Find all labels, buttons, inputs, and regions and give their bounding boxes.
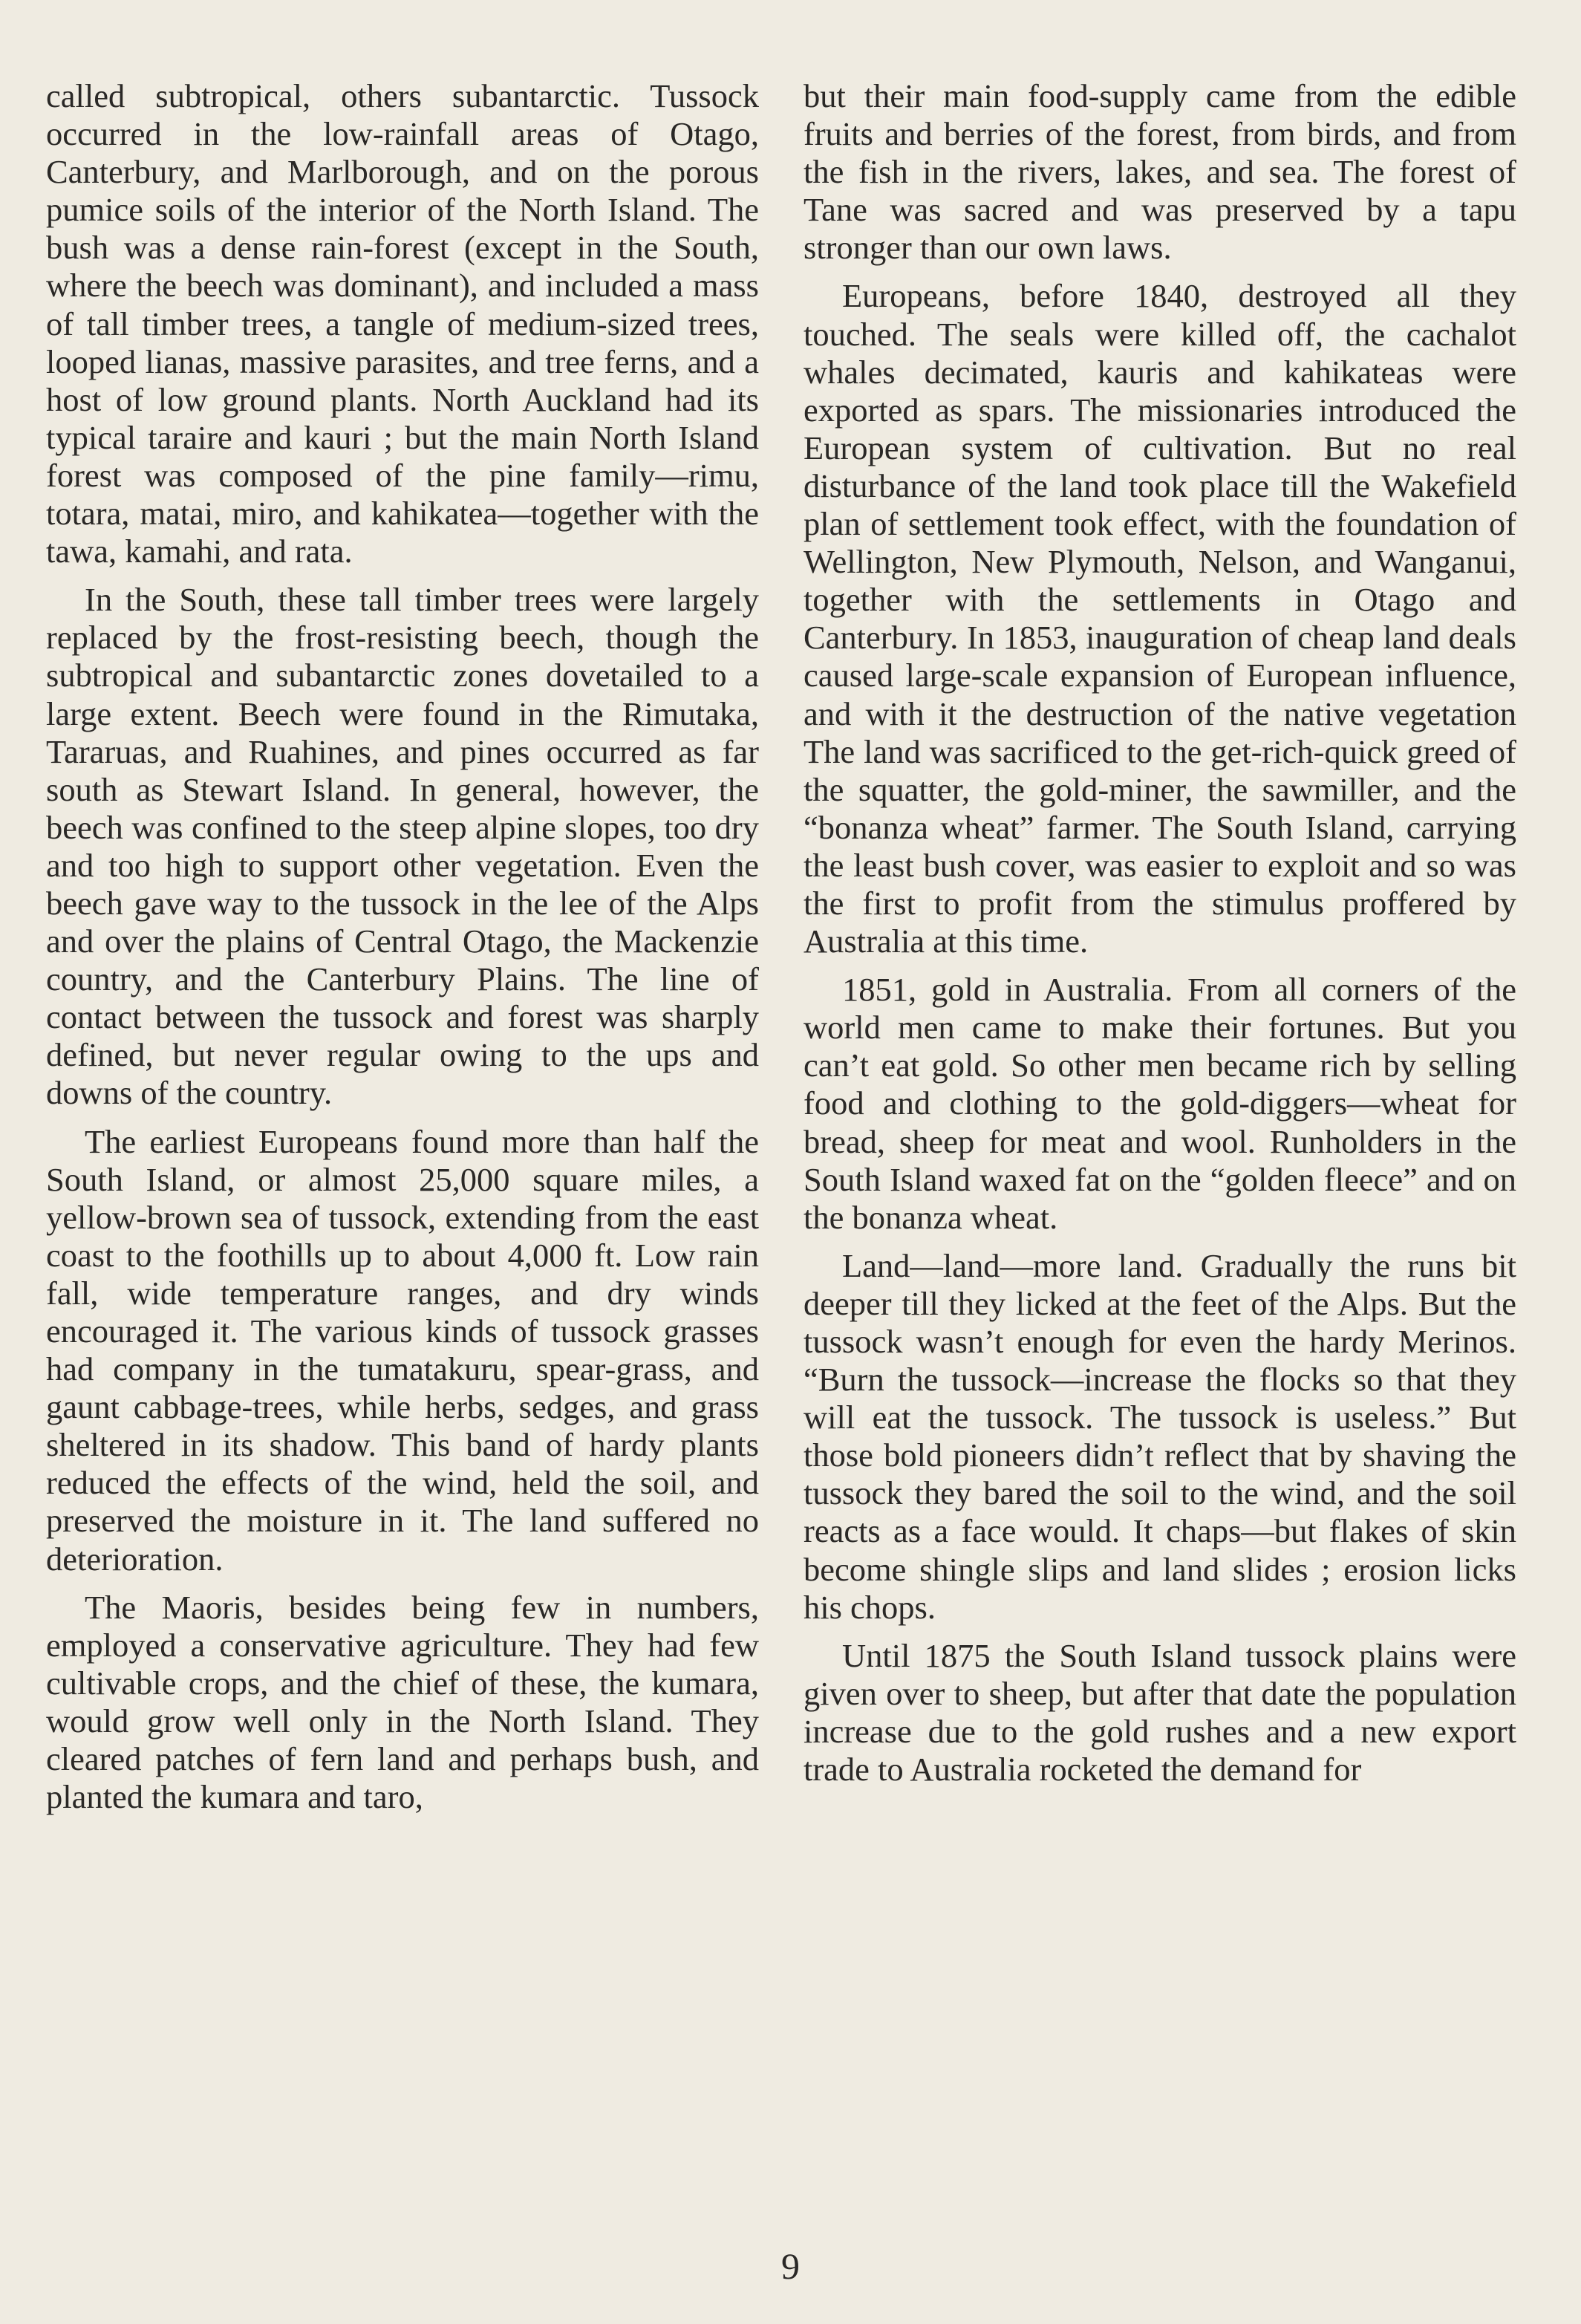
paragraph: Land—land—more land. Gradually the runs bit deeper till they licked at the feet of the Alps. But the tussock wasn’t enough for even the hardy Merinos. “Burn the tussock—increase the flocks so that they will eat the tussock. The tussock is useless.” But those bold pioneers didn’t reflect that by shaving the tussock they bared the soil to the wind, and the soil reacts as a face would. It chaps—but flakes of skin become shingle slips and land slides ; erosion licks his chops. xyxy=(803,1246,1516,1626)
paragraph: Until 1875 the South Island tussock plains were given over to sheep, but after that date the population increase due to the gold rushes and a new export trade to Australia rocketed the demand for xyxy=(803,1636,1516,1788)
paragraph: In the South, these tall timber trees were largely replaced by the frost-resisting beech, though the subtropical and subantarctic zones dovetailed to a large extent. Beech were found in the Rimutaka, Tararuas, and Ruahines, and pines occurred as far south as Stewart Island. In general, however, the beech was confined to the steep alpine slopes, too dry and too high to support other vegetation. Even the beech gave way to the tussock in the lee of the Alps and over the plains of Central Otago, the Mackenzie country, and the Canterbury Plains. The line of contact between the tussock and forest was sharply defined, but never regular owing to the ups and downs of the country. xyxy=(46,581,759,1112)
right-text-column xyxy=(803,77,1516,1799)
page-number: 9 xyxy=(781,2245,800,2287)
paragraph: called subtropical, others subantarctic. Tussock occurred in the low-rainfall areas of Otago, Canterbury, and Marlborough, and on the porous pumice soils of the interior of the North Island. The bush was a dense rain-forest (except in the South, where the beech was dominant), and included a mass of tall timber trees, a tangle of medium-sized trees, looped lianas, massive parasites, and tree ferns, and a host of low ground plants. North Auckland had its typical taraire and kauri ; but the main North Island forest was composed of the pine family—rimu, totara, matai, miro, and kahikatea—together with the tawa, kamahi, and rata. xyxy=(46,77,759,570)
paragraph: The Maoris, besides being few in numbers, employed a conservative agriculture. They had few cultivable crops, and the chief of these, the kumara, would grow well only in the North Island. They cleared patches of fern land and perhaps bush, and planted the kumara and taro, xyxy=(46,1588,759,1816)
left-text-column xyxy=(46,77,759,1826)
paragraph: 1851, gold in Australia. From all corners of the world men came to make their fortunes. But you can’t eat gold. So other men became rich by selling food and clothing to the gold-diggers—wheat for bread, sheep for meat and wool. Runholders in the South Island waxed fat on the “golden fleece” and on the bonanza wheat. xyxy=(803,971,1516,1236)
paragraph: The earliest Europeans found more than half the South Island, or almost 25,000 square miles, a yellow-brown sea of tussock, extending from the east coast to the foothills up to about 4,000 ft. Low rain fall, wide temperature ranges, and dry winds encouraged it. The various kinds of tussock grasses had company in the tumatakuru, spear-grass, and gaunt cabbage-trees, while herbs, sedges, and grass sheltered in its shadow. This band of hardy plants reduced the effects of the wind, held the soil, and preserved the moisture in it. The land suffered no deterioration. xyxy=(46,1122,759,1578)
paragraph: but their main food-supply came from the edible fruits and berries of the forest, from birds, and from the fish in the rivers, lakes, and sea. The forest of Tane was sacred and was preserved by a tapu stronger than our own laws. xyxy=(803,77,1516,267)
paragraph: Europeans, before 1840, destroyed all they touched. The seals were killed off, the cachalot whales decimated, kauris and kahikateas were exported as spars. The missionaries introduced the European system of cultivation. But no real disturbance of the land took place till the Wakefield plan of settlement took effect, with the foundation of Wellington, New Plymouth, Nelson, and Wanganui, together with the settlements in Otago and Canterbury. In 1853, inauguration of cheap land deals caused large-scale expansion of European influence, and with it the destruction of the native vegetation The land was sacrificed to the get-rich-quick greed of the squatter, the gold-miner, the sawmiller, and the “bonanza wheat” farmer. The South Island, carrying the least bush cover, was easier to exploit and so was the first to profit from the stimulus proffered by Australia at this time. xyxy=(803,277,1516,960)
